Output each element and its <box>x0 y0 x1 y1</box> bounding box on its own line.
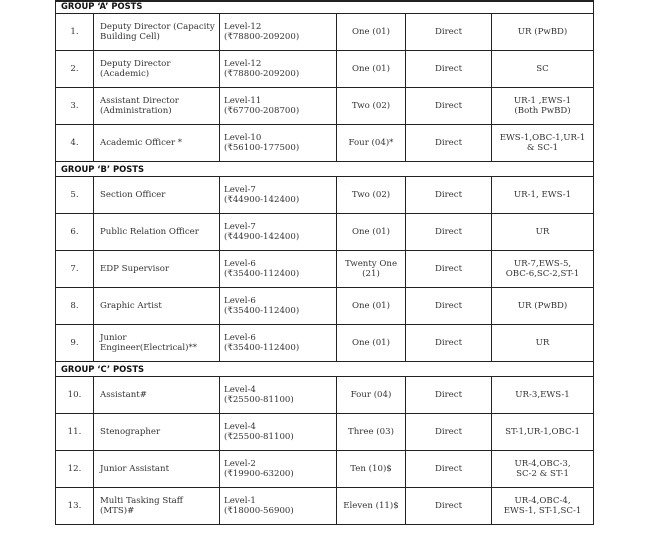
number-of-posts-line: Two (02) <box>351 101 391 111</box>
reservation-line: EWS-1, ST-1,SC-1 <box>503 506 582 516</box>
post-name-line: Assistant# <box>100 390 147 400</box>
post-name-line: (Administration) <box>100 106 172 116</box>
serial-number: 11. <box>56 414 94 451</box>
group-title: GROUP ‘B’ POSTS <box>56 162 594 177</box>
post-name-line: Academic Officer * <box>100 138 183 148</box>
reservation-cell <box>492 51 594 88</box>
number-of-posts-line: One (01) <box>351 227 391 237</box>
number-of-posts-line: Two (02) <box>351 190 391 200</box>
post-name-cell <box>94 14 220 51</box>
pay-level-cell <box>220 488 337 525</box>
post-name-cell <box>94 88 220 125</box>
serial-number: 8. <box>56 288 94 325</box>
number-of-posts-line: Four (04) <box>350 390 392 400</box>
pay-level-cell <box>220 214 337 251</box>
pay-scale: (₹35400-112400) <box>224 343 300 353</box>
serial-number: 5. <box>56 177 94 214</box>
post-name-cell <box>94 414 220 451</box>
pay-scale: (₹78800-209200) <box>224 69 300 79</box>
post-name-cell <box>94 488 220 525</box>
post-name-line: Junior Engineer(Electrical)** <box>100 333 198 353</box>
pay-scale: (₹44900-142400) <box>224 195 300 205</box>
post-name-cell <box>94 51 220 88</box>
reservation-line: UR-4,OBC-3, <box>514 459 571 469</box>
recruitment-mode: Direct <box>406 14 492 51</box>
serial-number: 12. <box>56 451 94 488</box>
pay-level: Level-12 <box>224 59 262 69</box>
reservation-line: EWS-1,OBC-1,UR-1 <box>499 133 586 143</box>
reservation-line: SC <box>536 64 549 74</box>
reservation-cell <box>492 451 594 488</box>
pay-level: Level-4 <box>224 422 256 432</box>
number-of-posts-line: One (01) <box>351 338 391 348</box>
post-name-cell <box>94 214 220 251</box>
table-row <box>56 125 594 162</box>
table-row <box>56 177 594 214</box>
reservation-line: UR-7,EWS-5, <box>513 259 572 269</box>
pay-level: Level-6 <box>224 333 256 343</box>
reservation-cell <box>492 177 594 214</box>
reservation-cell <box>492 251 594 288</box>
pay-level: Level-1 <box>224 496 256 506</box>
recruitment-mode: Direct <box>406 214 492 251</box>
recruitment-mode: Direct <box>406 414 492 451</box>
pay-level-cell <box>220 177 337 214</box>
number-of-posts-cell <box>337 451 406 488</box>
number-of-posts-cell <box>337 414 406 451</box>
table-row <box>56 488 594 525</box>
post-name-cell <box>94 125 220 162</box>
reservation-cell <box>492 214 594 251</box>
post-name-cell <box>94 377 220 414</box>
pay-scale: (₹18000-56900) <box>224 506 294 516</box>
post-name-line: Section Officer <box>100 190 166 200</box>
table-row <box>56 288 594 325</box>
table-row <box>56 88 594 125</box>
post-name-line: Graphic Artist <box>100 301 162 311</box>
reservation-cell <box>492 288 594 325</box>
reservation-cell <box>492 125 594 162</box>
pay-scale: (₹19900-63200) <box>224 469 294 479</box>
reservation-line: UR-3,EWS-1 <box>515 390 570 400</box>
number-of-posts-line: Ten (10)$ <box>350 464 392 474</box>
pay-level: Level-7 <box>224 222 256 232</box>
pay-scale: (₹25500-81100) <box>224 432 294 442</box>
pay-level-cell <box>220 125 337 162</box>
number-of-posts-line: One (01) <box>351 301 391 311</box>
number-of-posts-cell <box>337 214 406 251</box>
pay-level: Level-12 <box>224 22 262 32</box>
pay-level: Level-4 <box>224 385 256 395</box>
number-of-posts-cell <box>337 288 406 325</box>
reservation-line: & SC-1 <box>526 143 559 153</box>
recruitment-mode: Direct <box>406 177 492 214</box>
post-name-line: Public Relation Officer <box>100 227 199 237</box>
reservation-cell <box>492 488 594 525</box>
pay-scale: (₹25500-81100) <box>224 395 294 405</box>
pay-level-cell <box>220 88 337 125</box>
pay-level: Level-7 <box>224 185 256 195</box>
pay-level-cell <box>220 414 337 451</box>
pay-level-cell <box>220 451 337 488</box>
post-name-line: Stenographer <box>100 427 161 437</box>
pay-level-cell <box>220 288 337 325</box>
serial-number: 1. <box>56 14 94 51</box>
serial-number: 4. <box>56 125 94 162</box>
post-name-line: Deputy Director (Academic) <box>100 59 171 79</box>
post-name-cell <box>94 177 220 214</box>
number-of-posts-cell <box>337 488 406 525</box>
number-of-posts-cell <box>337 325 406 362</box>
number-of-posts-line: One (01) <box>351 27 391 37</box>
serial-number: 13. <box>56 488 94 525</box>
recruitment-mode: Direct <box>406 488 492 525</box>
reservation-line: UR-1 ,EWS-1 <box>513 96 572 106</box>
number-of-posts-cell <box>337 14 406 51</box>
post-name-cell <box>94 251 220 288</box>
recruitment-mode: Direct <box>406 377 492 414</box>
post-name-line: EDP Supervisor <box>100 264 170 274</box>
post-name-cell <box>94 451 220 488</box>
pay-scale: (₹56100-177500) <box>224 143 300 153</box>
number-of-posts-cell <box>337 177 406 214</box>
table-row <box>56 325 594 362</box>
number-of-posts-cell <box>337 51 406 88</box>
table-row <box>56 414 594 451</box>
table-row <box>56 214 594 251</box>
serial-number: 7. <box>56 251 94 288</box>
serial-number: 10. <box>56 377 94 414</box>
serial-number: 3. <box>56 88 94 125</box>
number-of-posts-line: (21) <box>362 269 380 279</box>
serial-number: 6. <box>56 214 94 251</box>
reservation-line: (Both PwBD) <box>514 106 571 116</box>
pay-scale: (₹35400-112400) <box>224 269 300 279</box>
post-name-line: Assistant Director <box>100 96 179 106</box>
recruitment-mode: Direct <box>406 51 492 88</box>
recruitment-mode: Direct <box>406 125 492 162</box>
group-title: GROUP ‘A’ POSTS <box>56 0 594 14</box>
table-row <box>56 14 594 51</box>
vacancy-table <box>55 0 594 525</box>
group-header-row <box>56 362 594 377</box>
post-name-line: Building Cell) <box>100 32 160 42</box>
recruitment-mode: Direct <box>406 451 492 488</box>
pay-level: Level-6 <box>224 259 256 269</box>
pay-level: Level-10 <box>224 133 262 143</box>
reservation-cell <box>492 414 594 451</box>
reservation-line: OBC-6,SC-2,ST-1 <box>505 269 580 279</box>
number-of-posts-line: One (01) <box>351 64 391 74</box>
post-name-line: Multi Tasking Staff <box>100 496 183 506</box>
pay-level-cell <box>220 51 337 88</box>
recruitment-mode: Direct <box>406 325 492 362</box>
table-row <box>56 377 594 414</box>
recruitment-mode: Direct <box>406 288 492 325</box>
group-title: GROUP ‘C’ POSTS <box>56 362 594 377</box>
number-of-posts-cell <box>337 125 406 162</box>
table-row <box>56 251 594 288</box>
reservation-line: SC-2 & ST-1 <box>516 469 569 479</box>
pay-level: Level-2 <box>224 459 256 469</box>
number-of-posts-cell <box>337 88 406 125</box>
reservation-cell <box>492 377 594 414</box>
reservation-line: UR <box>535 338 550 348</box>
number-of-posts-line: Four (04)* <box>348 138 394 148</box>
recruitment-mode: Direct <box>406 251 492 288</box>
serial-number: 2. <box>56 51 94 88</box>
table-row <box>56 451 594 488</box>
pay-level: Level-6 <box>224 296 256 306</box>
reservation-line: UR (PwBD) <box>517 301 568 311</box>
number-of-posts-line: Eleven (11)$ <box>343 501 399 511</box>
number-of-posts-line: Three (03) <box>348 427 394 437</box>
reservation-cell <box>492 14 594 51</box>
post-name-line: (MTS)# <box>100 506 135 516</box>
recruitment-mode: Direct <box>406 88 492 125</box>
pay-level-cell <box>220 377 337 414</box>
pay-scale: (₹78800-209200) <box>224 32 300 42</box>
reservation-line: ST-1,UR-1,OBC-1 <box>505 427 580 437</box>
number-of-posts-cell <box>337 251 406 288</box>
post-name-line: Deputy Director (Capacity <box>100 22 215 32</box>
group-header-row <box>56 0 594 14</box>
pay-level-cell <box>220 325 337 362</box>
reservation-line: UR-4,OBC-4, <box>514 496 571 506</box>
pay-scale: (₹67700-208700) <box>224 106 300 116</box>
number-of-posts-cell <box>337 377 406 414</box>
table-row <box>56 51 594 88</box>
post-name-cell <box>94 325 220 362</box>
reservation-line: UR-1, EWS-1 <box>513 190 572 200</box>
post-name-cell <box>94 288 220 325</box>
pay-scale: (₹44900-142400) <box>224 232 300 242</box>
serial-number: 9. <box>56 325 94 362</box>
reservation-line: UR (PwBD) <box>517 27 568 37</box>
pay-level-cell <box>220 251 337 288</box>
pay-level: Level-11 <box>224 96 262 106</box>
number-of-posts-line: Twenty One <box>344 259 398 269</box>
reservation-cell <box>492 325 594 362</box>
reservation-cell <box>492 88 594 125</box>
pay-scale: (₹35400-112400) <box>224 306 300 316</box>
pay-level-cell <box>220 14 337 51</box>
vacancy-table-body <box>56 0 594 525</box>
post-name-line: Junior Assistant <box>100 464 170 474</box>
group-header-row <box>56 162 594 177</box>
reservation-line: UR <box>535 227 550 237</box>
